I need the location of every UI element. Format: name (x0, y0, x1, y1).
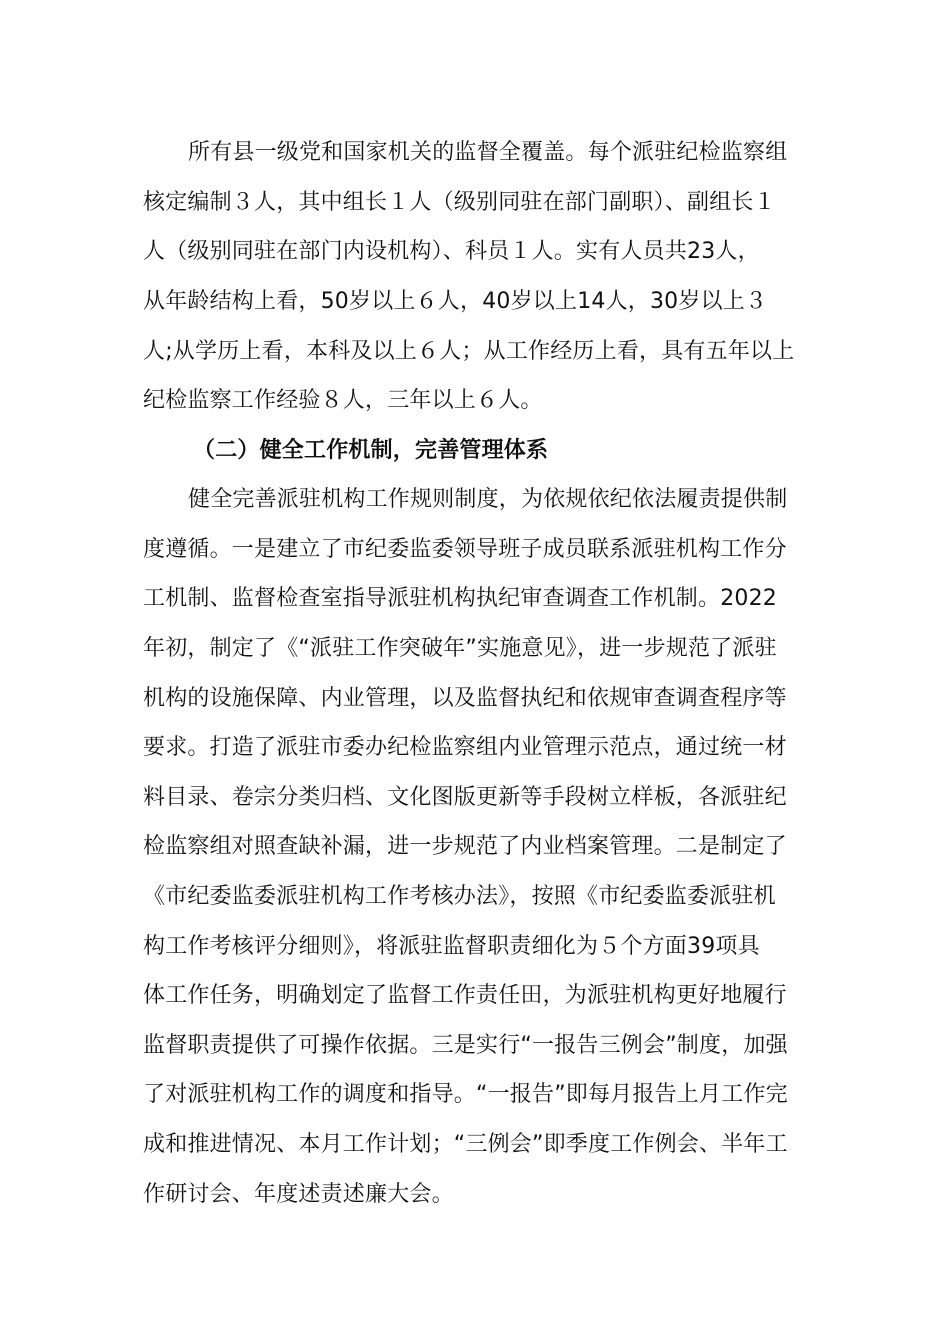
paragraph-2-line-5: 机构的设施保障、内业管理，以及监督执纪和依规审查调查程序等 (143, 686, 787, 711)
paragraph-2-line-15: 作研讨会、年度述责述廉大会。 (143, 1182, 454, 1207)
paragraph-1-line-6: 纪检监察工作经验８人，三年以上６人。 (143, 388, 543, 413)
paragraph-1-line-4: 从年龄结构上看，50岁以上６人，40岁以上14人，30岁以上３ (143, 289, 768, 314)
paragraph-2-line-7: 料目录、卷宗分类归档、文化图版更新等手段树立样板，各派驻纪 (143, 785, 787, 810)
paragraph-2-line-1: 健全完善派驻机构工作规则制度，为依规依纪依法履责提供制 (188, 487, 788, 512)
paragraph-2-line-12: 监督职责提供了可操作依据。三是实行“一报告三例会”制度，加强 (143, 1033, 788, 1058)
paragraph-1-line-5: 人;从学历上看，本科及以上６人；从工作经历上看，具有五年以上 (143, 339, 795, 364)
paragraph-2-line-13: 了对派驻机构工作的调度和指导。“一报告”即每月报告上月工作完 (143, 1082, 788, 1107)
paragraph-2-line-11: 体工作任务，明确划定了监督工作责任田，为派驻机构更好地履行 (143, 983, 787, 1008)
section-heading: （二）健全工作机制，完善管理体系 (193, 438, 549, 463)
paragraph-1-line-2: 核定编制３人，其中组长１人（级别同驻在部门副职）、副组长１ (143, 190, 776, 215)
paragraph-1-line-3: 人（级别同驻在部门内设机构）、科员１人。实有人员共23人， (143, 239, 760, 264)
paragraph-2-line-8: 检监察组对照查缺补漏，进一步规范了内业档案管理。二是制定了 (143, 834, 787, 859)
paragraph-2-line-4: 年初，制定了《“派驻工作突破年”实施意见》，进一步规范了派驻 (143, 636, 777, 661)
paragraph-2-line-2: 度遵循。一是建立了市纪委监委领导班子成员联系派驻机构工作分 (143, 537, 787, 562)
paragraph-2-line-6: 要求。打造了派驻市委办纪检监察组内业管理示范点，通过统一材 (143, 735, 787, 760)
paragraph-2-line-9: 《市纪委监委派驻机构工作考核办法》，按照《市纪委监委派驻机 (143, 884, 776, 909)
paragraph-2-line-3: 工机制、监督检查室指导派驻机构执纪审查调查工作机制。2022 (143, 586, 777, 611)
paragraph-2-line-10: 构工作考核评分细则》，将派驻监督职责细化为５个方面39项具 (143, 934, 760, 959)
paragraph-1-line-1: 所有县一级党和国家机关的监督全覆盖。每个派驻纪检监察组 (188, 140, 788, 165)
paragraph-2-line-14: 成和推进情况、本月工作计划；“三例会”即季度工作例会、半年工 (143, 1132, 788, 1157)
